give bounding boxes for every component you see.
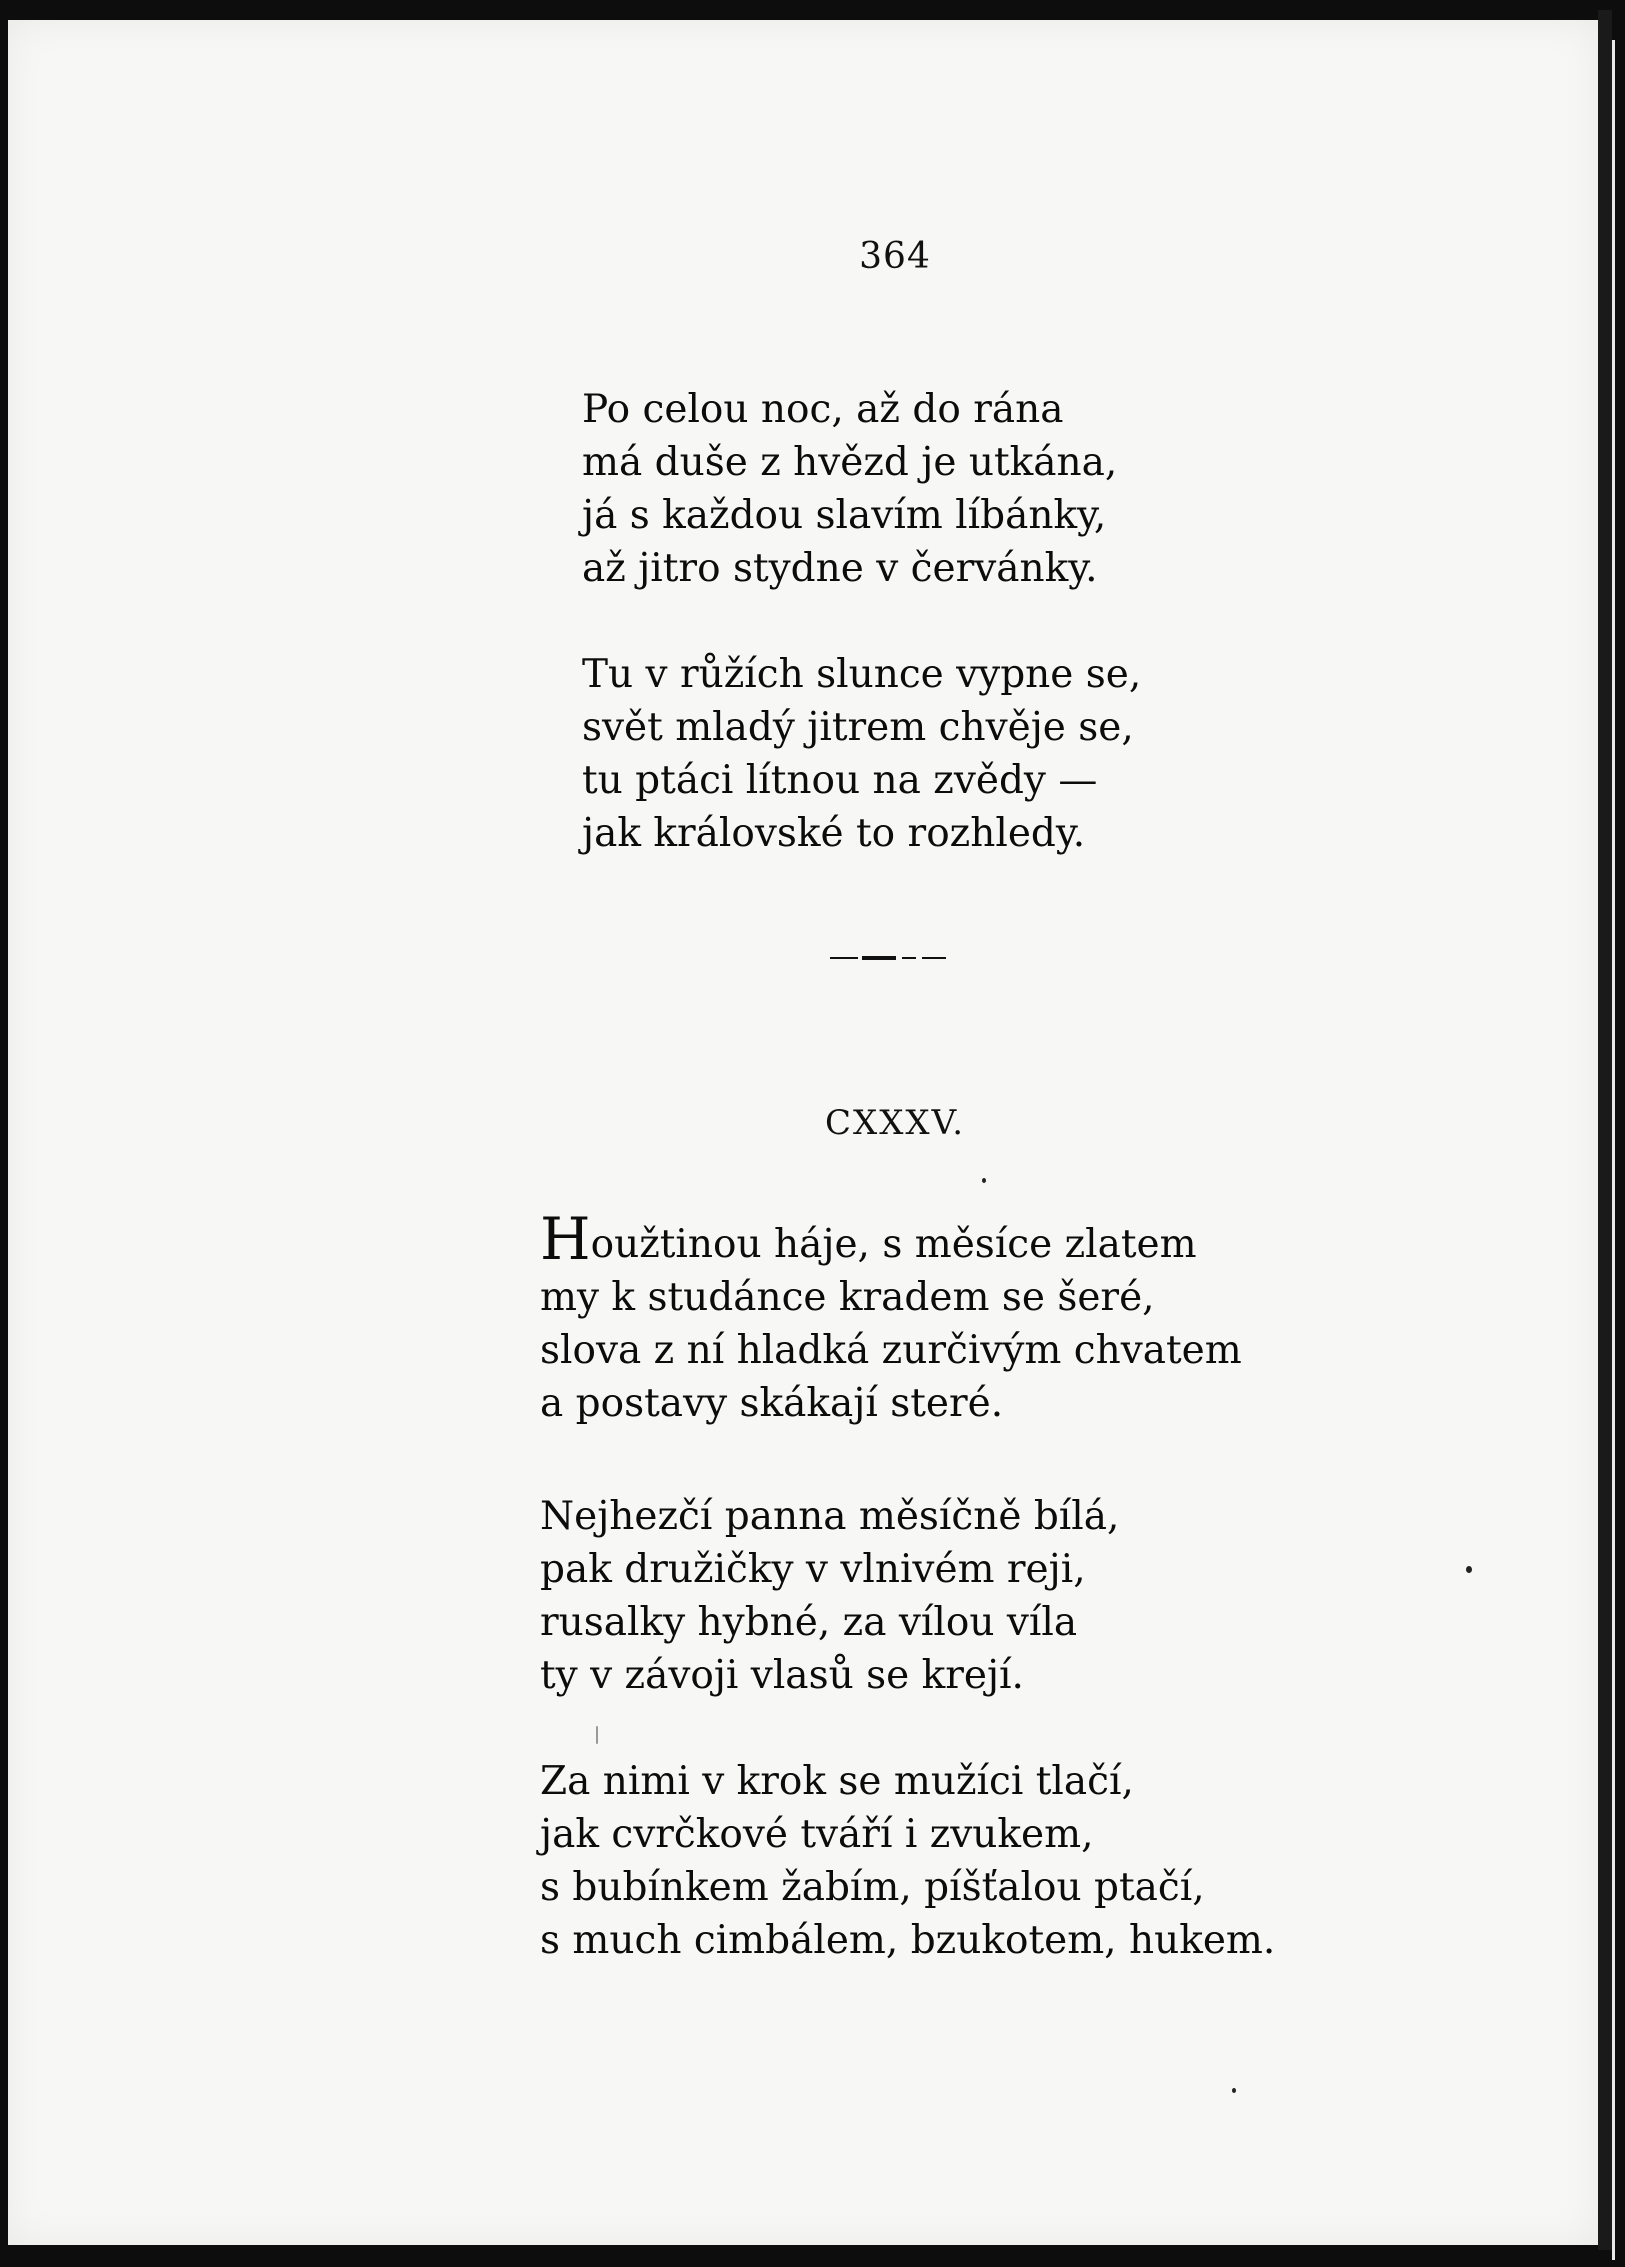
- poem-line: svět mladý jitrem chvěje se,: [582, 705, 1134, 750]
- poem-stanza: [540, 1755, 1275, 1967]
- poem-line: my k studánce kradem se šeré,: [540, 1275, 1155, 1320]
- poem-line: pak družičky v vlnivém reji,: [540, 1547, 1086, 1592]
- poem-stanza: [540, 1490, 1119, 1702]
- separator-dash: [830, 957, 858, 959]
- poem-line: má duše z hvězd je utkána,: [582, 440, 1118, 485]
- poem-line: Nejhezčí panna měsíčně bílá,: [540, 1494, 1120, 1539]
- page-number: 364: [859, 236, 931, 277]
- separator-dash: [902, 957, 916, 959]
- print-speck: [596, 1726, 598, 1744]
- print-speck: [1232, 2088, 1236, 2093]
- poem-line: tu ptáci lítnou na zvědy —: [582, 758, 1098, 803]
- poem-line: Tu v růžích slunce vypne se,: [582, 652, 1142, 697]
- poem-line-rest: oužtinou háje, s měsíce zlatem: [590, 1222, 1197, 1267]
- poem-line: a postavy skákají steré.: [540, 1381, 1004, 1426]
- poem-line: já s každou slavím líbánky,: [582, 493, 1107, 538]
- poem-line-first: [540, 1205, 1242, 1273]
- poem-line: rusalky hybné, za vílou víla: [540, 1600, 1078, 1645]
- section-heading: CXXXV.: [824, 1103, 966, 1143]
- page-edge-line: [1612, 40, 1615, 2260]
- poem-line: s much cimbálem, bzukotem, hukem.: [540, 1918, 1276, 1963]
- poem-stanza: [582, 648, 1141, 860]
- poem-line: s bubínkem žabím, píšťalou ptačí,: [540, 1865, 1205, 1910]
- poem-line: ty v závoji vlasů se krejí.: [540, 1653, 1024, 1698]
- separator-dash: [922, 957, 946, 959]
- drop-initial: H: [540, 1205, 591, 1273]
- poem-stanza: [582, 383, 1117, 595]
- poem-line: Za nimi v krok se mužíci tlačí,: [540, 1759, 1134, 1804]
- poem-line: jak cvrčkové tváří i zvukem,: [540, 1812, 1094, 1857]
- poem-line: slova z ní hladká zurčivým chvatem: [540, 1328, 1242, 1373]
- poem-line: až jitro stydne v červánky.: [582, 546, 1098, 591]
- separator-dash: [862, 956, 896, 960]
- poem-stanza: [540, 1205, 1242, 1430]
- print-speck: [1466, 1566, 1472, 1573]
- print-speck: [982, 1178, 986, 1183]
- poem-line: jak královské to rozhledy.: [582, 811, 1086, 856]
- poem-line: Po celou noc, až do rána: [582, 387, 1064, 432]
- section-separator: [830, 955, 960, 961]
